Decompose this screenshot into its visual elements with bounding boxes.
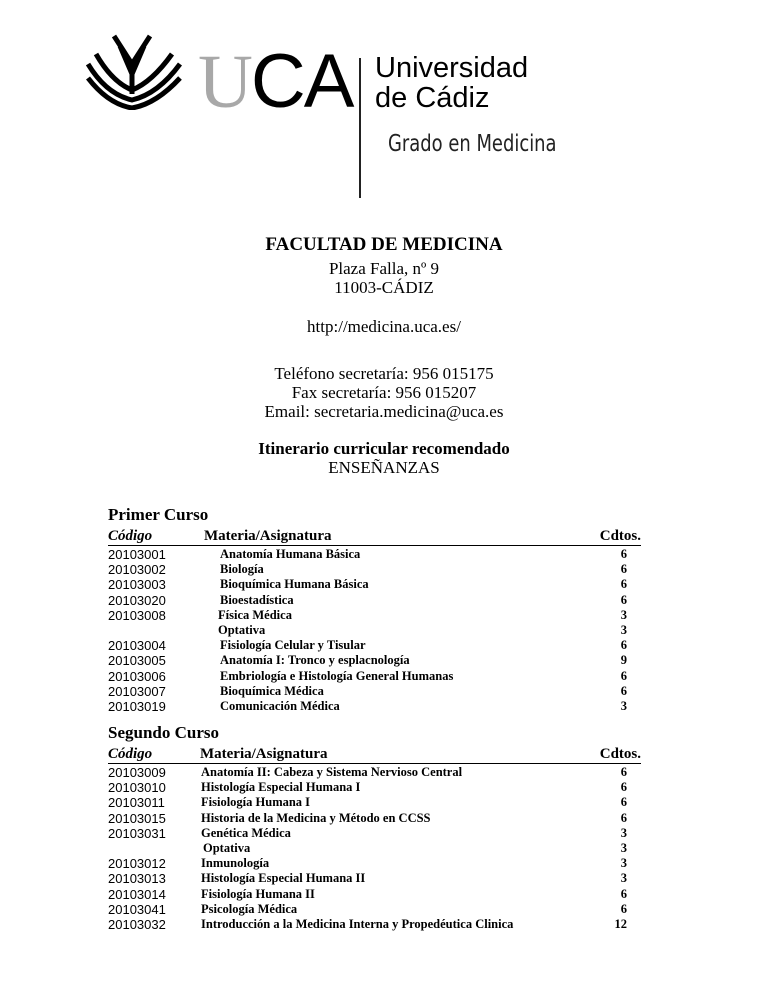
subject-credits: 6 bbox=[620, 547, 627, 561]
subject-credits: 6 bbox=[620, 810, 627, 825]
column-code: Código bbox=[108, 746, 153, 762]
subject-credits: 6 bbox=[620, 577, 627, 592]
table-row bbox=[108, 887, 641, 902]
uca-logo-text: UCA bbox=[198, 39, 353, 124]
course-title: Segundo Curso bbox=[108, 723, 220, 742]
subject-credits: 3 bbox=[620, 699, 627, 713]
subject-code: 20103012 bbox=[108, 856, 166, 872]
subject-code: 20103015 bbox=[108, 810, 166, 826]
subject-name: Fisiología Celular y Tisular bbox=[220, 638, 366, 653]
column-subject: Materia/Asignatura bbox=[204, 528, 332, 544]
subject-name: Genética Médica bbox=[201, 825, 291, 840]
table-header bbox=[108, 529, 641, 546]
subject-code: 20103013 bbox=[108, 871, 166, 887]
subject-code: 20103019 bbox=[108, 699, 166, 714]
subject-name: Bioquímica Humana Básica bbox=[220, 577, 369, 592]
degree-title: Grado en Medicina bbox=[388, 131, 557, 157]
subject-credits: 6 bbox=[620, 683, 627, 698]
column-credits: Cdtos. bbox=[599, 746, 641, 762]
phone: Teléfono secretaría: 956 015175 bbox=[274, 364, 494, 383]
subject-code: 20103009 bbox=[108, 765, 166, 780]
subject-name: Optativa bbox=[218, 623, 266, 637]
faculty-name: FACULTAD DE MEDICINA bbox=[265, 234, 503, 255]
subject-name: Anatomía Humana Básica bbox=[220, 547, 361, 561]
table-row bbox=[108, 562, 641, 577]
subject-code: 20103004 bbox=[108, 638, 166, 654]
subject-credits: 6 bbox=[620, 886, 627, 901]
table-row bbox=[108, 608, 641, 623]
subject-name: Bioestadística bbox=[220, 592, 294, 607]
column-subject: Materia/Asignatura bbox=[200, 746, 328, 762]
subject-name: Anatomía II: Cabeza y Sistema Nervioso Central bbox=[201, 765, 463, 779]
table-row bbox=[108, 577, 641, 592]
subject-code: 20103002 bbox=[108, 562, 166, 578]
course-title: Primer Curso bbox=[108, 505, 209, 524]
subject-credits: 6 bbox=[620, 765, 627, 779]
subject-credits: 6 bbox=[620, 901, 627, 916]
subject-credits: 6 bbox=[620, 780, 627, 795]
subject-credits: 12 bbox=[614, 917, 627, 931]
subject-credits: 9 bbox=[620, 653, 627, 668]
subject-code: 20103007 bbox=[108, 683, 166, 699]
table-row bbox=[108, 841, 641, 856]
table-row bbox=[108, 902, 641, 917]
subject-credits: 6 bbox=[620, 795, 627, 810]
subject-name: Psicología Médica bbox=[201, 901, 298, 916]
logo-divider bbox=[359, 58, 361, 198]
subject-code: 20103006 bbox=[108, 668, 166, 684]
subject-credits: 6 bbox=[620, 592, 627, 607]
table-row bbox=[108, 593, 641, 608]
table-row bbox=[108, 547, 641, 562]
table-row bbox=[108, 826, 641, 841]
email[interactable]: Email: secretaria.medicina@uca.es bbox=[264, 402, 504, 421]
table-row bbox=[108, 669, 641, 684]
section-title: ENSEÑANZAS bbox=[328, 458, 440, 477]
subject-name: Anatomía I: Tronco y esplacnología bbox=[220, 653, 410, 668]
table-row bbox=[108, 780, 641, 795]
subject-code: 20103001 bbox=[108, 547, 166, 562]
subject-credits: 6 bbox=[620, 668, 627, 683]
subject-code: 20103011 bbox=[108, 795, 165, 811]
table-row bbox=[108, 623, 641, 638]
table-row bbox=[108, 917, 641, 932]
column-credits: Cdtos. bbox=[599, 528, 641, 544]
subject-name: Historia de la Medicina y Método en CCSS bbox=[201, 810, 431, 825]
subject-credits: 3 bbox=[620, 825, 627, 840]
subject-name: Embriología e Histología General Humanas bbox=[220, 668, 454, 683]
subject-code: 20103008 bbox=[108, 607, 166, 623]
subject-code: 20103031 bbox=[108, 825, 166, 841]
subject-name: Inmunología bbox=[201, 856, 270, 871]
subject-credits: 3 bbox=[620, 871, 627, 886]
subject-name: Bioquímica Médica bbox=[220, 683, 324, 698]
subject-name: Optativa bbox=[203, 841, 251, 855]
table-row bbox=[108, 699, 641, 714]
itinerary-title: Itinerario curricular recomendado bbox=[258, 439, 510, 458]
subject-credits: 3 bbox=[620, 607, 627, 622]
column-code: Código bbox=[108, 528, 153, 544]
table-row bbox=[108, 684, 641, 699]
table-row bbox=[108, 638, 641, 653]
subject-name: Fisiología Humana II bbox=[201, 886, 315, 901]
address-line2: 11003-CÁDIZ bbox=[334, 278, 434, 297]
faculty-url[interactable]: http://medicina.uca.es/ bbox=[307, 317, 461, 336]
table-header bbox=[108, 747, 641, 764]
university-name-line1: Universidad bbox=[375, 52, 529, 84]
table-row bbox=[108, 653, 641, 668]
uca-emblem-logo bbox=[86, 34, 182, 110]
fax: Fax secretaría: 956 015207 bbox=[291, 383, 477, 402]
table-row bbox=[108, 871, 641, 886]
subject-credits: 3 bbox=[620, 841, 627, 855]
subject-code: 20103041 bbox=[108, 901, 166, 917]
table-row bbox=[108, 856, 641, 871]
university-name-line2: de Cádiz bbox=[375, 82, 490, 114]
subject-name: Fisiología Humana I bbox=[201, 795, 311, 810]
subject-name: Comunicación Médica bbox=[220, 699, 340, 713]
subject-name: Histología Especial Humana II bbox=[201, 871, 366, 886]
subject-credits: 6 bbox=[620, 562, 627, 577]
table-row bbox=[108, 795, 641, 810]
subject-name: Introducción a la Medicina Interna y Propedéutica Clinica bbox=[201, 917, 514, 931]
address-line1: Plaza Falla, nº 9 bbox=[328, 259, 440, 278]
subject-name: Física Médica bbox=[218, 607, 292, 622]
subject-code: 20103020 bbox=[108, 592, 166, 608]
subject-credits: 6 bbox=[620, 638, 627, 653]
subject-code: 20103014 bbox=[108, 886, 166, 902]
subject-name: Biología bbox=[220, 562, 264, 577]
subject-code: 20103003 bbox=[108, 577, 166, 593]
table-row bbox=[108, 765, 641, 780]
subject-code: 20103010 bbox=[108, 780, 166, 796]
subject-credits: 3 bbox=[620, 623, 627, 637]
subject-name: Histología Especial Humana I bbox=[201, 780, 361, 795]
table-row bbox=[108, 811, 641, 826]
subject-credits: 3 bbox=[620, 856, 627, 871]
subject-code: 20103005 bbox=[108, 653, 166, 669]
subject-code: 20103032 bbox=[108, 917, 166, 932]
